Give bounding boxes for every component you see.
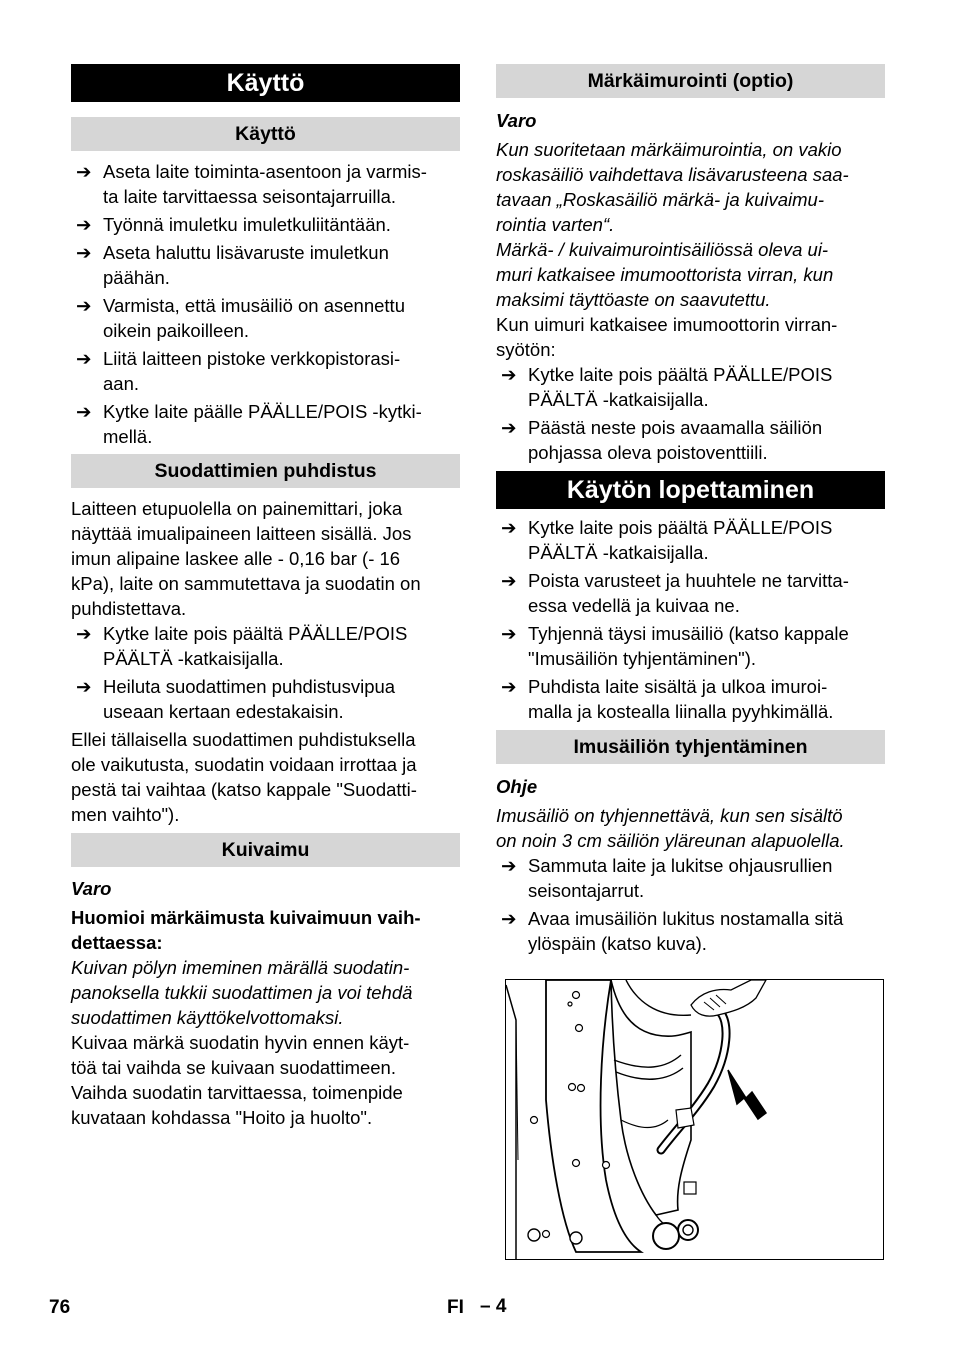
list-item (71, 346, 460, 396)
paragraph-line: Märkä- / kuivaimurointisäiliössä oleva ui- (496, 239, 829, 260)
paragraph-line: Kuivaa märkä suodatin hyvin ennen käyt- (71, 1032, 410, 1053)
arrow-right-icon: ➔ (76, 348, 92, 369)
list-item (496, 362, 885, 412)
arrow-right-icon: ➔ (501, 623, 517, 644)
paragraph-line: dettaessa: (71, 932, 163, 953)
list-item-text: Kytke laite pois päältä PÄÄLLE/POIS (528, 364, 833, 385)
arrow-right-icon: ➔ (501, 570, 517, 591)
sub-page-number: – 4 (480, 1296, 507, 1317)
list-item-text: seisontajarrut. (528, 880, 645, 901)
arrow-right-icon: ➔ (76, 676, 92, 697)
paragraph-line: Imusäiliö on tyhjennettävä, kun sen sisältö (496, 805, 843, 826)
list-item-text: PÄÄLTÄ -katkaisijalla. (528, 389, 709, 410)
list-item-text: Tyhjennä täysi imusäiliö (katso kappale (528, 623, 849, 644)
filter-outro (71, 727, 460, 827)
list-item-text: useaan kertaan edestakaisin. (103, 701, 344, 722)
list-item (71, 240, 460, 290)
list-item (71, 621, 460, 671)
tank-unlock-drawing (506, 980, 883, 1259)
left-column (71, 64, 460, 1130)
paragraph-line: panoksella tukkii suodattimen ja voi tehdä (71, 982, 413, 1003)
list-item-text: Heiluta suodattimen puhdistusvipua (103, 676, 396, 697)
list-item-text: Kytke laite päälle PÄÄLLE/POIS -kytki- (103, 401, 422, 422)
list-item (71, 674, 460, 724)
list-item-text: essa vedellä ja kuivaa ne. (528, 595, 740, 616)
wet-italic-note (496, 137, 885, 312)
paragraph-line: kuvataan kohdassa "Hoito ja huolto". (71, 1107, 373, 1128)
shutdown-steps (496, 515, 885, 724)
heading-kaytto: Käyttö (71, 117, 460, 151)
up-arrow-icon (728, 1070, 766, 1119)
arrow-right-icon: ➔ (501, 676, 517, 697)
page-number: 76 (49, 1297, 71, 1318)
paragraph-line: suodattimen käyttökelvottomaksi. (71, 1007, 344, 1028)
paragraph-line: imun alipaine laskee alle - 0,16 bar (- 16 (71, 548, 401, 569)
paragraph-line: Vaihda suodatin tarvittaessa, toimenpide (71, 1082, 403, 1103)
list-item-text: PÄÄLTÄ -katkaisijalla. (103, 648, 284, 669)
paragraph-line: men vaihto"). (71, 804, 180, 825)
paragraph-line: maksimi täyttöaste on saavutettu. (496, 289, 771, 310)
language-code: FI (447, 1297, 464, 1318)
paragraph-line: rointia varten“. (496, 214, 615, 235)
arrow-right-icon: ➔ (501, 855, 517, 876)
arrow-right-icon: ➔ (76, 161, 92, 182)
dry-text (71, 1030, 460, 1130)
heading-suodattimien-puhdistus: Suodattimien puhdistus (71, 454, 460, 488)
heading-markaimurointi: Märkäimurointi (optio) (496, 64, 885, 98)
paragraph-line: Kun suoritetaan märkäimurointia, on vakio (496, 139, 842, 160)
list-item-text: PÄÄLTÄ -katkaisijalla. (528, 542, 709, 563)
paragraph-line: Ellei tällaisella suodattimen puhdistuksella (71, 729, 416, 750)
section-title-kaytto: Käyttö (71, 64, 460, 102)
list-item-text: oikein paikoilleen. (103, 320, 250, 341)
list-item-text: Kytke laite pois päältä PÄÄLLE/POIS (103, 623, 408, 644)
paragraph-line: töä tai vaihda se kuivaan suodattimeen. (71, 1057, 396, 1078)
list-item-text: ta laite tarvittaessa seisontajarruilla. (103, 186, 397, 207)
arrow-right-icon: ➔ (76, 214, 92, 235)
paragraph-line: puhdistettava. (71, 598, 187, 619)
emptying-italic-note (496, 803, 885, 853)
paragraph-line: muri katkaisee imumoottorista virran, kun (496, 264, 834, 285)
arrow-right-icon: ➔ (76, 401, 92, 422)
list-item (496, 674, 885, 724)
arrow-right-icon: ➔ (76, 295, 92, 316)
list-item-text: Aseta laite toiminta-asentoon ja varmis- (103, 161, 427, 182)
arrow-right-icon: ➔ (501, 908, 517, 929)
warning-label: Varo (71, 878, 112, 899)
dry-italic-note (71, 955, 460, 1030)
list-item (496, 568, 885, 618)
warning-label: Varo (496, 110, 537, 131)
list-item (496, 515, 885, 565)
section-title-kayton-lopettaminen: Käytön lopettaminen (496, 471, 885, 509)
list-item-text: Aseta haluttu lisävaruste imuletkun (103, 242, 389, 263)
list-item (496, 853, 885, 903)
arrow-right-icon: ➔ (501, 417, 517, 438)
list-item-text: mellä. (103, 426, 153, 447)
list-item (71, 159, 460, 209)
paragraph-line: Kun uimuri katkaisee imumoottorin virran- (496, 314, 838, 335)
dry-bold-note (71, 905, 460, 955)
list-item-text: Puhdista laite sisältä ja ulkoa imuroi- (528, 676, 828, 697)
emptying-steps (496, 853, 885, 956)
list-item-text: ylöspäin (katso kuva). (528, 933, 707, 954)
list-item-text: Poista varusteet ja huuhtele ne tarvitta- (528, 570, 849, 591)
list-item (71, 399, 460, 449)
list-item (496, 906, 885, 956)
list-item-text: "Imusäiliön tyhjentäminen"). (528, 648, 757, 669)
paragraph-line: näyttää imualipaineen laitteen sisällä. Jos (71, 523, 412, 544)
list-item-text: Työnnä imuletku imuletkuliitäntään. (103, 214, 391, 235)
list-item-text: Avaa imusäiliön lukitus nostamalla sitä (528, 908, 844, 929)
arrow-right-icon: ➔ (501, 517, 517, 538)
list-item-text: Kytke laite pois päältä PÄÄLLE/POIS (528, 517, 833, 538)
right-column (496, 64, 885, 959)
heading-kuivaimu: Kuivaimu (71, 833, 460, 867)
paragraph-line: syötön: (496, 339, 556, 360)
list-item-text: Varmista, että imusäiliö on asennettu (103, 295, 405, 316)
list-item-text: Sammuta laite ja lukitse ohjausrullien (528, 855, 833, 876)
tank-unlock-illustration (505, 979, 884, 1260)
operation-steps (71, 159, 460, 449)
paragraph-line: kPa), laite on sammutettava ja suodatin on (71, 573, 421, 594)
paragraph-line: roskasäiliö vaihdettava lisävarusteena saa- (496, 164, 849, 185)
list-item-text: malla ja kostealla liinalla pyyhkimällä. (528, 701, 834, 722)
list-item (71, 293, 460, 343)
list-item (71, 212, 460, 237)
list-item-text: aan. (103, 373, 140, 394)
paragraph-line: tavaan „Roskasäiliö märkä- ja kuivaimu- (496, 189, 824, 210)
list-item-text: päähän. (103, 267, 170, 288)
wet-steps (496, 362, 885, 465)
paragraph-line: pestä tai vaihtaa (katso kappale "Suodatti- (71, 779, 417, 800)
heading-imusailion-tyhjentaminen: Imusäiliön tyhjentäminen (496, 730, 885, 764)
list-item-text: Liitä laitteen pistoke verkkopistorasi- (103, 348, 401, 369)
note-label: Ohje (496, 776, 538, 797)
list-item-text: pohjassa oleva poistoventtiili. (528, 442, 768, 463)
paragraph-line: Laitteen etupuolella on painemittari, joka (71, 498, 403, 519)
paragraph-line: Huomioi märkäimusta kuivaimuun vaih- (71, 907, 421, 928)
arrow-right-icon: ➔ (76, 623, 92, 644)
list-item-text: Päästä neste pois avaamalla säiliön (528, 417, 823, 438)
paragraph-line: Kuivan pölyn imeminen märällä suodatin- (71, 957, 410, 978)
paragraph-line: ole vaikutusta, suodatin voidaan irrottaa ja (71, 754, 417, 775)
paragraph-line: on noin 3 cm säiliön yläreunan alapuolella. (496, 830, 845, 851)
list-item (496, 621, 885, 671)
list-item (496, 415, 885, 465)
wet-text (496, 312, 885, 362)
arrow-right-icon: ➔ (76, 242, 92, 263)
filter-intro (71, 496, 460, 621)
filter-steps (71, 621, 460, 724)
arrow-right-icon: ➔ (501, 364, 517, 385)
